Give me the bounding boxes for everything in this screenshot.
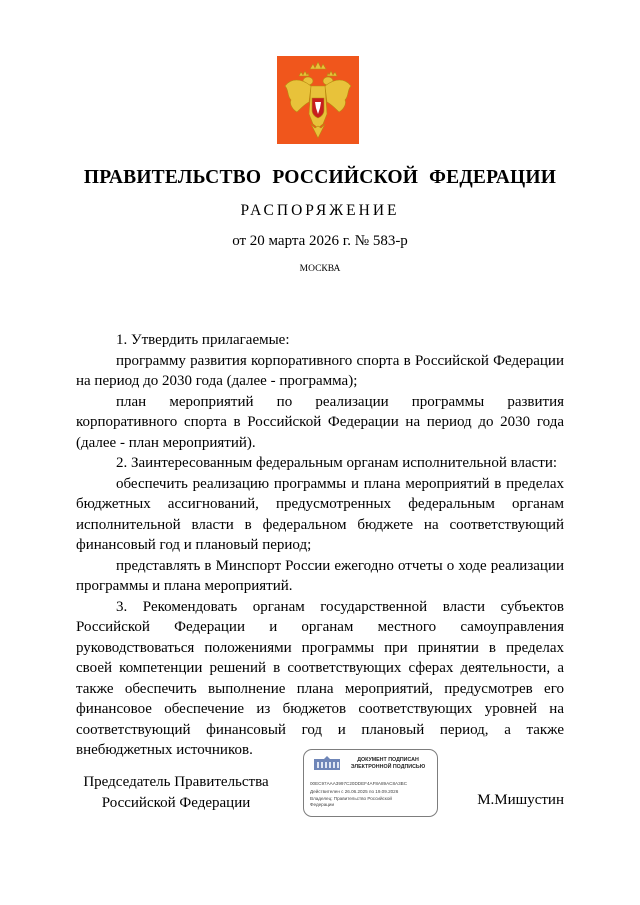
- signatory-position: [76, 772, 276, 813]
- paragraph: 1. Утвердить прилагаемые:: [116, 332, 290, 348]
- government-title: ПРАВИТЕЛЬСТВО РОССИЙСКОЙ ФЕДЕРАЦИИ: [83, 167, 557, 188]
- paragraph: обеспечить реализацию программы и плана мероприятий в пределах бюджетных ассигнований, предусмотренных федеральным органам исполнительной власти в федеральном бюджете на соответствующий финансовый год и плановый период;: [76, 475, 564, 553]
- document-body: [76, 330, 564, 761]
- electronic-signature-stamp: [303, 749, 438, 817]
- document-type: РАСПОРЯЖЕНИЕ: [240, 202, 400, 219]
- stamp-title-line: ЭЛЕКТРОННОЙ ПОДПИСЬЮ: [350, 764, 426, 770]
- document-city: МОСКВА: [299, 264, 341, 274]
- paragraph: план мероприятий по реализации программы развития корпоративного спорта в Российской Федерации на период до 2030 года (далее - план мероприятий).: [76, 393, 564, 451]
- paragraph: 3. Рекомендовать органам государственной власти субъектов Российской Федерации и органам местного самоуправления руководствоваться положениями программы при принятии в пределах своей компетенции решений в соответствующих сферах деятельности, а также обеспечить выполнение плана мероприятий, предусмотрев его финансовое обеспечение из бюджетов соответствующих уровней на соответствующий финансовый год и плановый период, а также внебюджетных источников.: [76, 598, 564, 758]
- stamp-title: [342, 757, 434, 771]
- coat-of-arms-icon: [277, 56, 359, 144]
- stamp-title-line: ДОКУМЕНТ ПОДПИСАН: [357, 757, 419, 763]
- stamp-owner: Федерации: [310, 802, 335, 807]
- paragraph: программу развития корпоративного спорта в Российской Федерации на период до 2030 года (далее - программа);: [76, 352, 564, 389]
- stamp-validity: Действителен с 26.06.2025 по 19.09.2026: [310, 789, 399, 794]
- signatory-position-line: Российской Федерации: [101, 794, 251, 811]
- signatory-name: М.Мишустин: [477, 792, 564, 808]
- stamp-certificate: 00EC97AAA3997C20DDEF4AF8A89AC8A3BC: [310, 781, 408, 786]
- paragraph: 2. Заинтересованным федеральным органам исполнительной власти:: [116, 455, 558, 471]
- document-date-number: от 20 марта 2026 г. № 583-р: [232, 233, 408, 249]
- stamp-owner: Владелец: Правительство Российской: [310, 796, 392, 801]
- paragraph: представлять в Минспорт России ежегодно отчеты о ходе реализации программы и плана мероприятий.: [76, 557, 564, 594]
- government-building-icon: [312, 756, 342, 772]
- signatory-position-line: Председатель Правительства: [83, 774, 269, 790]
